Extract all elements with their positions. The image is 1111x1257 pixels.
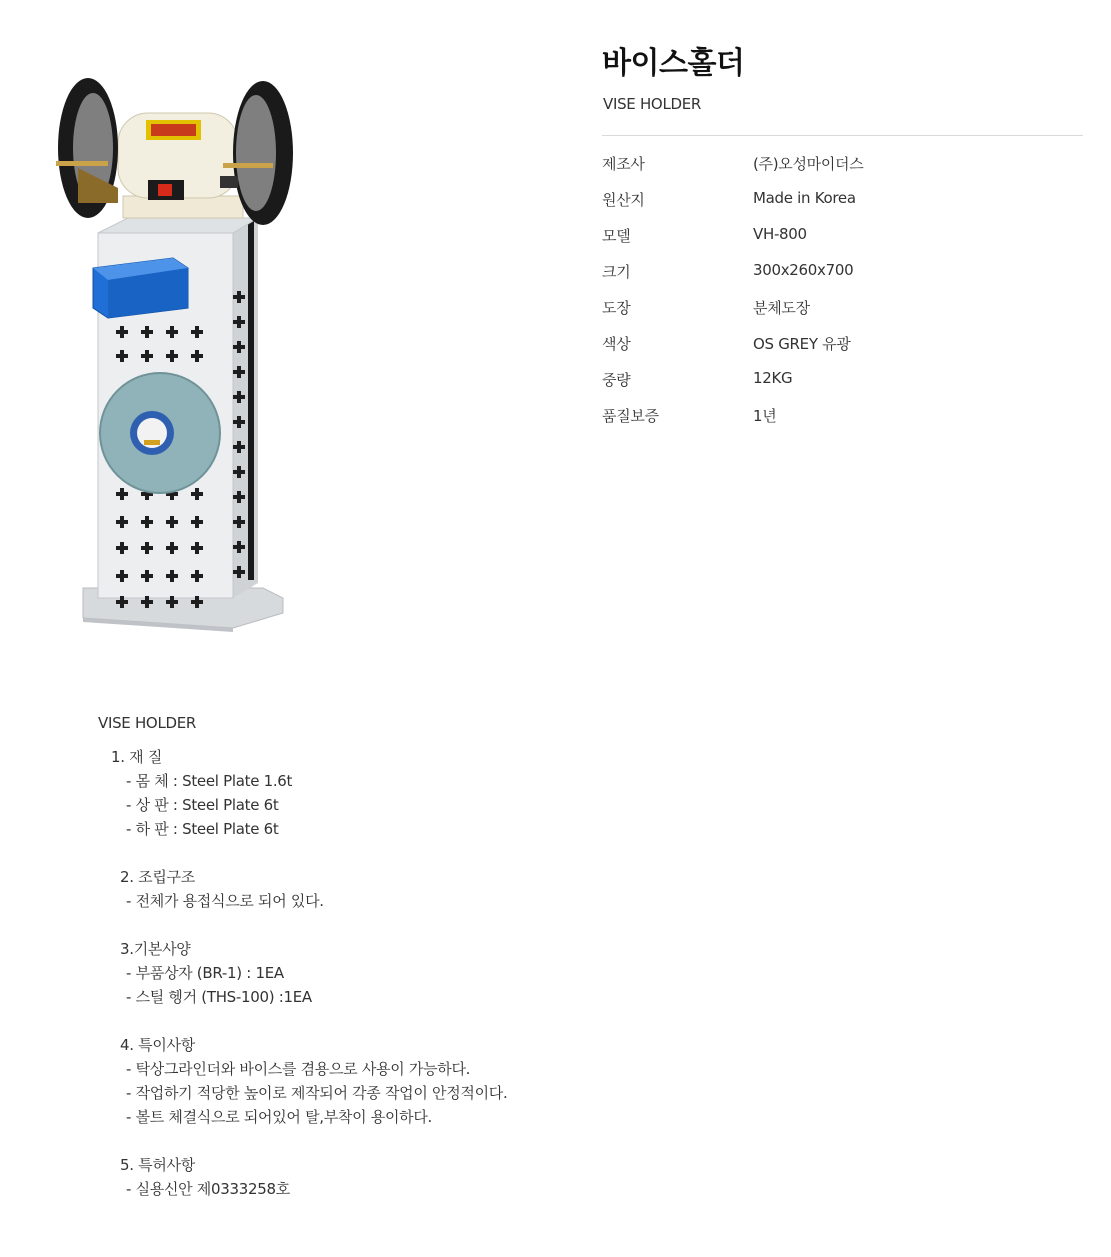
product-image bbox=[48, 68, 298, 638]
description-section-material bbox=[98, 745, 618, 841]
section-item: - 탁상그라인더와 바이스를 겸용으로 사용이 가능하다. bbox=[126, 1060, 471, 1078]
spec-value: 300x260x700 bbox=[753, 261, 854, 279]
section-item: - 상 판 : Steel Plate 6t bbox=[126, 796, 279, 814]
section-heading: 1. 재 질 bbox=[111, 748, 163, 766]
spec-value: Made in Korea bbox=[753, 189, 856, 207]
product-title: 바이스홀더 bbox=[602, 46, 745, 81]
spec-row-weight bbox=[602, 369, 1083, 405]
spec-value: 1년 bbox=[753, 407, 777, 425]
spec-value: OS GREY 유광 bbox=[753, 335, 851, 353]
spec-row-model bbox=[602, 225, 1083, 261]
spec-value: (주)오성마이더스 bbox=[753, 155, 864, 173]
spec-label: 크기 bbox=[602, 263, 631, 281]
description-section-features bbox=[98, 1033, 618, 1129]
spec-row-color bbox=[602, 333, 1083, 369]
section-heading: 2. 조립구조 bbox=[120, 868, 195, 886]
spec-value: VH-800 bbox=[753, 225, 807, 243]
section-item: - 몸 체 : Steel Plate 1.6t bbox=[126, 772, 293, 790]
spec-label: 원산지 bbox=[602, 191, 645, 209]
spec-row-size bbox=[602, 261, 1083, 297]
product-subtitle: VISE HOLDER bbox=[603, 95, 702, 113]
description-section-basic-spec bbox=[98, 937, 618, 1009]
section-item: - 볼트 체결식으로 되어있어 탈,부착이 용이하다. bbox=[126, 1108, 433, 1126]
spec-row-coating bbox=[602, 297, 1083, 333]
section-item: - 부품상자 (BR-1) : 1EA bbox=[126, 964, 284, 982]
spec-row-origin bbox=[602, 189, 1083, 225]
divider bbox=[602, 135, 1083, 136]
spec-label: 품질보증 bbox=[602, 407, 659, 425]
section-heading: 4. 특이사항 bbox=[120, 1036, 195, 1054]
description-section-patent bbox=[98, 1153, 618, 1201]
section-heading: 5. 특허사항 bbox=[120, 1156, 195, 1174]
section-item: - 스틸 헹거 (THS-100) :1EA bbox=[126, 988, 312, 1006]
spec-label: 모델 bbox=[602, 227, 631, 245]
product-description bbox=[98, 711, 618, 1225]
spec-label: 색상 bbox=[602, 335, 631, 353]
spec-label: 중량 bbox=[602, 371, 631, 389]
description-title: VISE HOLDER bbox=[98, 714, 197, 732]
description-section-assembly bbox=[98, 865, 618, 913]
spec-table bbox=[602, 153, 1083, 441]
spec-value: 분체도장 bbox=[753, 299, 810, 317]
spec-label: 제조사 bbox=[602, 155, 645, 173]
section-heading: 3.기본사양 bbox=[120, 940, 191, 958]
section-item: - 전체가 용접식으로 되어 있다. bbox=[126, 892, 324, 910]
section-item: - 하 판 : Steel Plate 6t bbox=[126, 820, 279, 838]
spec-value: 12KG bbox=[753, 369, 793, 387]
section-item: - 실용신안 제0333258호 bbox=[126, 1180, 290, 1198]
section-item: - 작업하기 적당한 높이로 제작되어 각종 작업이 안정적이다. bbox=[126, 1084, 508, 1102]
bench-grinder-on-stand-image bbox=[48, 68, 298, 638]
spec-row-manufacturer bbox=[602, 153, 1083, 189]
spec-row-warranty bbox=[602, 405, 1083, 441]
spec-label: 도장 bbox=[602, 299, 631, 317]
